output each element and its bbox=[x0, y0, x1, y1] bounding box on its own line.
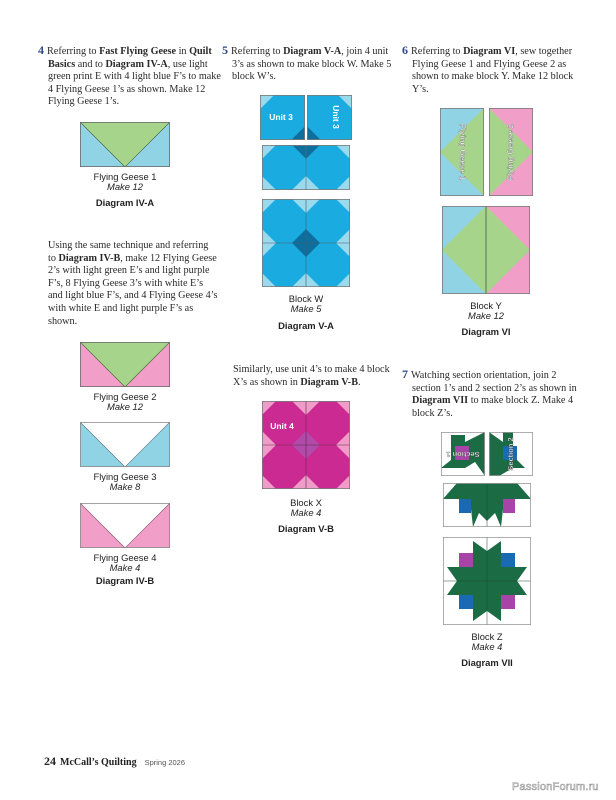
page-number: 24 bbox=[44, 754, 56, 768]
magazine-name: McCall’s Quilting bbox=[60, 757, 137, 768]
block-z-caption: Block Z Make 4 bbox=[471, 631, 503, 652]
svg-text:Flying Geese 1: Flying Geese 1 bbox=[458, 123, 467, 181]
flying-geese-1-diagram bbox=[80, 122, 170, 167]
svg-text:Flying Geese 2: Flying Geese 2 bbox=[506, 123, 515, 181]
svg-text:Unit 3: Unit 3 bbox=[269, 112, 293, 122]
flying-geese-2-diagram bbox=[80, 342, 170, 387]
flying-geese-3-diagram bbox=[80, 422, 170, 467]
block-x-caption: Block X Make 4 bbox=[290, 497, 322, 518]
svg-text:Section 2: Section 2 bbox=[505, 437, 515, 471]
unit-3-left bbox=[260, 95, 305, 140]
flying-geese-1-caption: Flying Geese 1 Make 12 bbox=[93, 171, 157, 192]
svg-text:Section 1: Section 1 bbox=[446, 450, 480, 460]
step-4-text: 4 Referring to Fast Flying Geese in Quilt Basics and to Diagram IV-A, use light green print E with 4 light blue F’s to make 4 Flying Geese 1’s as shown. Make 12 Flying Geese 1’s. bbox=[38, 43, 221, 108]
step-number: 4 bbox=[38, 43, 44, 57]
block-x-diagram bbox=[262, 401, 350, 489]
block-y-diagram bbox=[442, 206, 530, 294]
flying-geese-4-diagram bbox=[80, 503, 170, 548]
flying-geese-2-caption: Flying Geese 2 Make 12 bbox=[93, 391, 157, 412]
block-z-diagram bbox=[443, 537, 531, 625]
step-6-text: 6 Referring to Diagram VI, sew together Flying Geese 1 and Flying Geese 2 as shown to make block Y. Make 12 block Y’s. bbox=[402, 43, 574, 95]
step-number: 6 bbox=[402, 43, 408, 57]
svg-text:Unit 4: Unit 4 bbox=[270, 421, 294, 431]
block-w-caption: Block W Make 5 bbox=[288, 293, 324, 314]
issue-date: Spring 2026 bbox=[144, 758, 186, 767]
diagram-iv-b-title: Diagram IV-B bbox=[95, 575, 155, 586]
step-7-text: 7 Watching section orientation, join 2 section 1’s and 2 section 2’s as shown in Diagram VII to make block Z. Make 4 block Z’s. bbox=[402, 367, 577, 419]
step-5-text: 5 Referring to Diagram V-A, join 4 unit 3’s as shown to make block W. Make 5 block W’s. bbox=[222, 43, 392, 83]
diagram-vi-title: Diagram VI bbox=[461, 326, 511, 337]
unit-3-joined-row bbox=[262, 145, 350, 190]
flying-geese-4-caption: Flying Geese 4 Make 4 bbox=[93, 552, 157, 573]
step-number: 7 bbox=[402, 367, 408, 381]
flying-geese-2-vertical bbox=[489, 108, 533, 196]
step-5b-text: Similarly, use unit 4’s to make 4 block X’s as shown in Diagram V-B. bbox=[233, 364, 390, 388]
step-4b-text: Using the same technique and referring to Diagram IV-B, make 12 Flying Geese 2’s with light green E’s and light purple F’s, 8 Flying Geese 3’s with white E’s and light blue F’s, and 4 Flying Geese 4’s with white E and light purple F’s as shown. bbox=[48, 240, 218, 327]
diagram-vii-title: Diagram VII bbox=[461, 657, 513, 668]
diagram-v-a-title: Diagram V-A bbox=[278, 320, 334, 331]
page-footer bbox=[44, 754, 185, 769]
svg-text:Unit 3: Unit 3 bbox=[331, 105, 341, 129]
block-z-half-diagram bbox=[443, 483, 531, 527]
diagram-v-b-title: Diagram V-B bbox=[278, 523, 334, 534]
flying-geese-3-caption: Flying Geese 3 Make 8 bbox=[93, 471, 157, 492]
block-w-diagram bbox=[262, 199, 350, 287]
step-number: 5 bbox=[222, 43, 228, 57]
flying-geese-1-vertical bbox=[440, 108, 484, 196]
section-1-diagram bbox=[441, 432, 485, 476]
unit-3-right bbox=[307, 95, 352, 140]
diagram-iv-a-title: Diagram IV-A bbox=[95, 197, 155, 208]
section-2-diagram bbox=[489, 432, 533, 476]
watermark: PassionForum.ru bbox=[512, 781, 599, 793]
block-y-caption: Block Y Make 12 bbox=[468, 300, 504, 321]
